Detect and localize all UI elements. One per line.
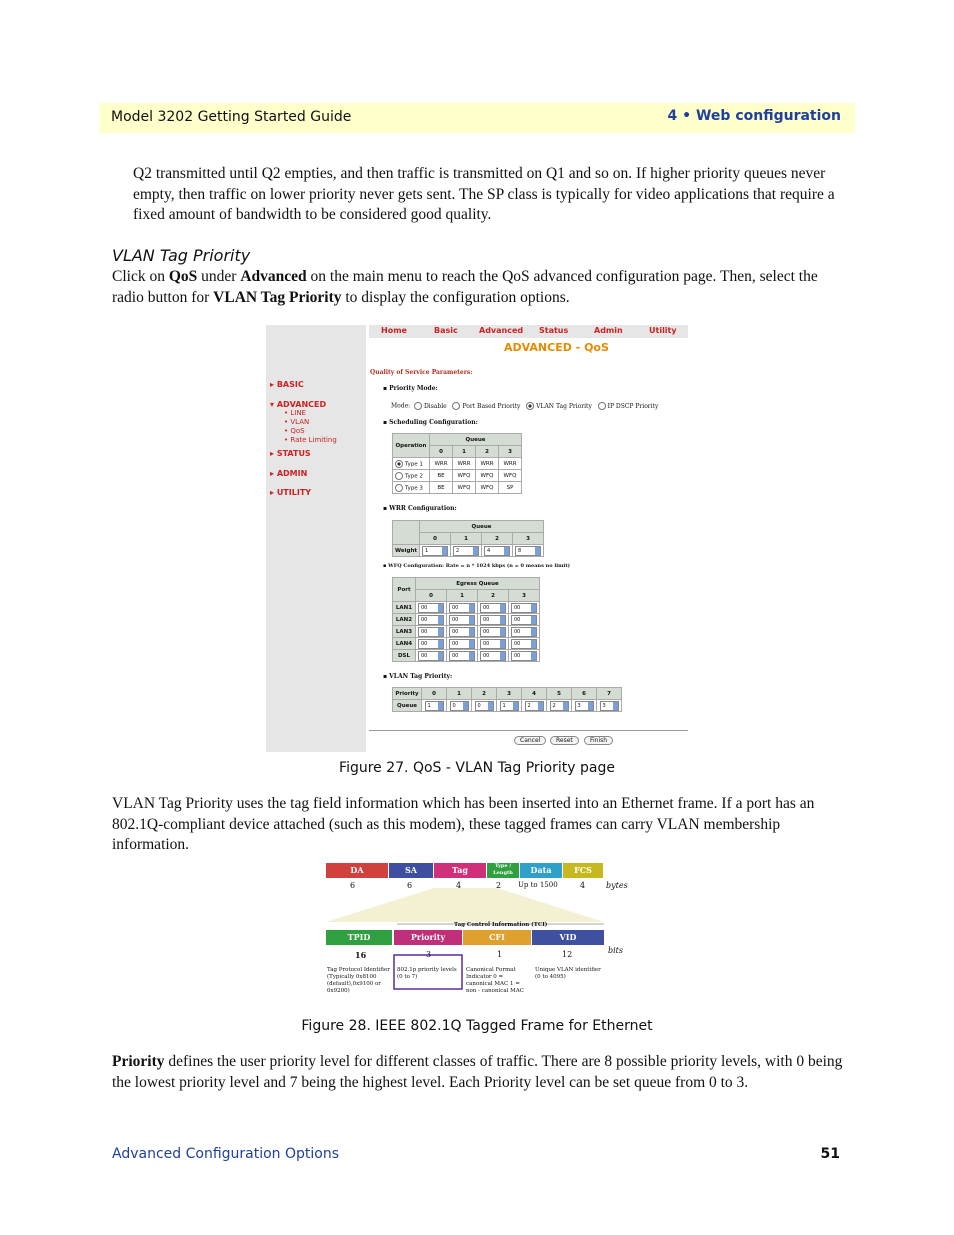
wfq-heading: ▪ WFQ Configuration: Rate = n * 1024 kbps (n = 0 means no limit) <box>383 563 570 569</box>
finish-button[interactable]: Finish <box>584 736 613 745</box>
top-nav <box>369 325 688 338</box>
nav-basic[interactable]: Basic <box>434 326 458 335</box>
sidebar-sub-qos[interactable]: • QoS <box>284 427 305 435</box>
qos-screenshot-figure <box>266 325 688 752</box>
seg-cfi: CFI <box>463 930 531 945</box>
wfq-input[interactable]: 00 <box>480 627 506 637</box>
type3-radio[interactable] <box>395 484 403 492</box>
sidebar-sub-vlan[interactable]: • VLAN <box>284 418 310 426</box>
tpid-desc: Tag Protocol Identifier (Typically 0x8100 (default),0x9100 or 0x9200) <box>327 967 390 994</box>
nav-admin[interactable]: Admin <box>594 326 623 335</box>
ethernet-frame-figure <box>322 860 632 1008</box>
sa-bytes: 6 <box>407 881 413 890</box>
priority-mode-heading: ▪ Priority Mode: <box>383 385 438 392</box>
wfq-input[interactable]: 00 <box>449 603 475 613</box>
wfq-input[interactable]: 00 <box>418 639 444 649</box>
nav-status[interactable]: Status <box>539 326 569 335</box>
vlan-priority-table: Priority 0 1 2 3 4 5 6 7 Queue 1 0 0 1 2 2 3 3 <box>392 687 622 712</box>
wfq-input[interactable]: 00 <box>480 651 506 661</box>
wfq-input[interactable]: 00 <box>511 615 537 625</box>
wfq-input[interactable]: 00 <box>480 639 506 649</box>
wfq-input[interactable]: 00 <box>480 615 506 625</box>
seg-fcs: FCS <box>563 863 603 878</box>
page-header <box>99 103 855 133</box>
nav-home[interactable]: Home <box>381 326 407 335</box>
mode-disable-radio[interactable]: Disable <box>414 403 447 410</box>
figure-28-caption: Figure 28. IEEE 802.1Q Tagged Frame for Ethernet <box>301 1018 653 1034</box>
figure-27-caption: Figure 27. QoS - VLAN Tag Priority page <box>339 760 615 776</box>
wfq-input[interactable]: 00 <box>449 651 475 661</box>
seg-type-length: Type / Length <box>487 863 519 878</box>
footer-section-title: Advanced Configuration Options <box>112 1146 340 1162</box>
cfi-bits: 1 <box>497 950 503 959</box>
paragraph-sp-class: Q2 transmitted until Q2 empties, and then traffic is transmitted on Q1 and so on. If higher priority queues never empty, then traffic on lower priority never gets sent. The SP class is typically for video applications that require a fixed amount of bandwidth to be considered good quality. <box>133 165 835 223</box>
wrr-weight-0[interactable]: 1 <box>422 546 448 556</box>
sidebar-item-admin[interactable]: ▸ ADMIN <box>270 469 308 478</box>
vlan-queue-select[interactable]: 2 <box>550 701 569 711</box>
footer-page-number: 51 <box>820 1146 840 1162</box>
type-bytes: 2 <box>496 881 502 890</box>
sidebar-item-utility[interactable]: ▸ UTILITY <box>270 488 312 497</box>
vlan-queue-select[interactable]: 1 <box>500 701 519 711</box>
seg-tpid: TPID <box>326 930 392 945</box>
wrr-table: Queue 0 1 2 3 Weight 1 2 4 8 <box>392 520 544 557</box>
seg-vid: VID <box>532 930 604 945</box>
data-bytes: Up to 1500 <box>518 881 558 889</box>
paragraph-click-qos: Click on QoS under Advanced on the main menu to reach the QoS advanced configuration page. Then, select the radio button for VLAN Tag Priority to display the configuration options. <box>112 268 818 306</box>
sidebar-sub-rate-limiting[interactable]: • Rate Limiting <box>284 436 337 444</box>
wfq-input[interactable]: 00 <box>418 651 444 661</box>
reset-button[interactable]: Reset <box>550 736 579 745</box>
nav-advanced[interactable]: Advanced <box>479 326 524 335</box>
wfq-input[interactable]: 00 <box>511 651 537 661</box>
vlan-queue-select[interactable]: 1 <box>425 701 444 711</box>
sidebar-item-advanced[interactable]: ▾ ADVANCED <box>270 400 327 409</box>
seg-da: DA <box>326 863 388 878</box>
tag-bytes: 4 <box>456 881 462 890</box>
header-doc-title: Model 3202 Getting Started Guide <box>111 109 352 125</box>
header-chapter: 4 • Web configuration <box>667 108 841 124</box>
vid-bits: 12 <box>562 950 573 959</box>
vlan-queue-select[interactable]: 0 <box>475 701 494 711</box>
priority-bits: 3 <box>426 950 432 959</box>
paragraph-vlan-tag: VLAN Tag Priority uses the tag field information which has been inserted into an Ethernet frame. If a port has an 802.1Q-compliant device attached (such as this modem), these tagged frames can carry VLAN membership information. <box>112 795 815 853</box>
priority-desc: 802.1p priority levels (0 to 7) <box>397 967 457 980</box>
mode-row: Mode: Disable Port Based Priority VLAN Tag Priority IP DSCP Priority <box>391 402 659 410</box>
sched-row-type3: Type 3 BE WFQ WFQ SP <box>393 482 522 494</box>
wfq-table: Port Egress Queue 0 1 2 3 LAN1 00 00 00 00 LAN2 00 00 00 00 LAN3 00 00 00 00 LAN4 00 00 00 00 DSL 00 00 00 00 <box>392 577 540 662</box>
wfq-input[interactable]: 00 <box>480 603 506 613</box>
qos-params-heading: Quality of Service Parameters: <box>370 369 473 376</box>
wfq-input[interactable]: 00 <box>511 627 537 637</box>
mode-vlan-tag-radio[interactable]: VLAN Tag Priority <box>526 403 592 410</box>
wfq-input[interactable]: 00 <box>511 603 537 613</box>
nav-utility[interactable]: Utility <box>649 326 677 335</box>
wrr-heading: ▪ WRR Configuration: <box>383 505 457 512</box>
sidebar <box>266 325 366 752</box>
sidebar-item-status[interactable]: ▸ STATUS <box>270 449 311 458</box>
seg-data: Data <box>520 863 562 878</box>
paragraph-priority: Priority defines the user priority level for different classes of traffic. There are 8 possible priority levels, with 0 being the lowest priority level and 7 being the highest level. Each Priority level can be set queue from 0 to 3. <box>112 1053 843 1091</box>
page-title: ADVANCED - QoS <box>504 341 609 354</box>
wfq-input[interactable]: 00 <box>418 603 444 613</box>
divider <box>369 730 688 731</box>
seg-sa: SA <box>389 863 433 878</box>
section-title: VLAN Tag Priority <box>112 246 251 265</box>
cancel-button[interactable]: Cancel <box>514 736 546 745</box>
mode-port-based-radio[interactable]: Port Based Priority <box>452 403 520 410</box>
bits-unit: bits <box>608 946 623 955</box>
wrr-weight-1[interactable]: 2 <box>453 546 479 556</box>
bytes-unit: bytes <box>606 881 628 890</box>
sched-table: Operation Queue 0 1 2 3 Type 1 WRR WRR WRR WRR Type 2 BE WFQ WFQ WFQ Type 3 BE WFQ WFQ SP <box>392 433 522 494</box>
seg-priority: Priority <box>394 930 462 945</box>
da-bytes: 6 <box>350 881 356 890</box>
vlan-queue-select[interactable]: 3 <box>575 701 594 711</box>
wrr-weight-3[interactable]: 8 <box>515 546 541 556</box>
sidebar-item-basic[interactable]: ▸ BASIC <box>270 380 304 389</box>
wfq-input[interactable]: 00 <box>449 639 475 649</box>
fcs-bytes: 4 <box>580 881 586 890</box>
vlan-queue-select[interactable]: 2 <box>525 701 544 711</box>
wfq-input[interactable]: 00 <box>449 615 475 625</box>
wfq-input[interactable]: 00 <box>511 639 537 649</box>
vlan-queue-select[interactable]: 3 <box>600 701 619 711</box>
cfi-desc: Canonical Format Indicator 0 = canonical MAC 1 = non - canonical MAC <box>466 967 524 994</box>
wfq-input[interactable]: 00 <box>449 627 475 637</box>
wfq-input[interactable]: 00 <box>418 615 444 625</box>
tag-expansion-shape <box>326 888 604 922</box>
vid-desc: Unique VLAN identifier (0 to 4095) <box>535 967 601 980</box>
tci-label: Tag Control Information (TCI) <box>454 922 548 928</box>
sched-row-type1: Type 1 WRR WRR WRR WRR <box>393 458 522 470</box>
type2-radio[interactable] <box>395 472 403 480</box>
seg-tag: Tag <box>434 863 486 878</box>
vlan-heading: ▪ VLAN Tag Priority: <box>383 673 453 680</box>
sched-row-type2: Type 2 BE WFQ WFQ WFQ <box>393 470 522 482</box>
type1-radio[interactable] <box>395 460 403 468</box>
vlan-queue-select[interactable]: 0 <box>450 701 469 711</box>
tpid-bits: 16 <box>355 950 367 960</box>
sidebar-sub-line[interactable]: • LINE <box>284 409 306 417</box>
wfq-input[interactable]: 00 <box>418 627 444 637</box>
mode-ip-dscp-radio[interactable]: IP DSCP Priority <box>598 403 659 410</box>
sched-heading: ▪ Scheduling Configuration: <box>383 419 478 426</box>
wrr-weight-2[interactable]: 4 <box>484 546 510 556</box>
